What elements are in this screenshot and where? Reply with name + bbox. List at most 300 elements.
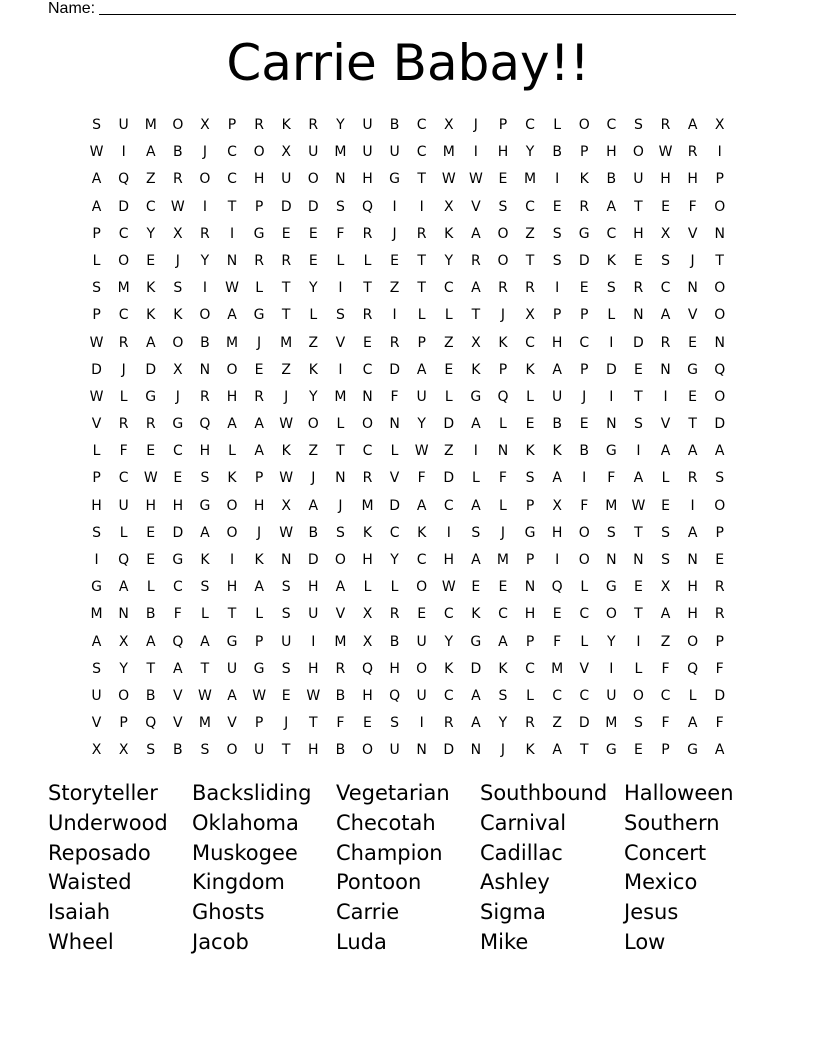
grid-letter: L xyxy=(444,307,453,324)
grid-letter: S xyxy=(471,524,481,541)
grid-letter: G xyxy=(687,361,699,378)
word-list-item: Kingdom xyxy=(192,870,285,895)
grid-letter: A xyxy=(91,633,102,650)
grid-letter: U xyxy=(281,633,292,650)
grid-letter: H xyxy=(226,579,238,596)
grid-letter: M xyxy=(198,715,211,732)
grid-letter: Q xyxy=(497,388,509,405)
word-list-item: Checotah xyxy=(336,810,436,835)
grid-letter: T xyxy=(634,198,643,215)
grid-letter: N xyxy=(335,171,346,188)
grid-letter: B xyxy=(552,416,562,433)
word-list-item: Concert xyxy=(624,840,707,865)
name-field xyxy=(48,0,748,20)
grid-letter: Y xyxy=(444,252,454,269)
grid-letter: E xyxy=(552,606,562,623)
grid-letter: F xyxy=(715,660,724,677)
grid-letter: D xyxy=(443,742,455,759)
grid-letter: J xyxy=(473,117,478,133)
grid-letter: I xyxy=(94,552,99,568)
grid-letter: N xyxy=(470,742,482,759)
grid-letter: O xyxy=(714,307,726,324)
grid-letter: H xyxy=(497,144,509,161)
grid-letter: K xyxy=(552,443,562,460)
word-list-item: Low xyxy=(624,929,666,954)
grid-letter: J xyxy=(500,742,506,759)
grid-letter: W xyxy=(198,687,212,704)
grid-letter: B xyxy=(308,524,319,541)
grid-letter: L xyxy=(444,388,453,405)
grid-letter: P xyxy=(119,715,128,732)
grid-letter: P xyxy=(417,334,426,351)
grid-letter: R xyxy=(281,252,292,269)
grid-letter: X xyxy=(173,225,183,242)
grid-letter: A xyxy=(145,633,156,650)
grid-letter: E xyxy=(281,687,291,704)
grid-letter: K xyxy=(606,252,616,269)
grid-letter: S xyxy=(390,715,400,732)
grid-letter: P xyxy=(254,470,264,487)
grid-letter: O xyxy=(416,660,428,677)
grid-letter: X xyxy=(281,144,291,161)
grid-letter: X xyxy=(200,117,210,133)
grid-letter: Z xyxy=(308,443,319,460)
grid-letter: J xyxy=(175,388,180,405)
grid-letter: X xyxy=(525,307,535,324)
grid-letter: O xyxy=(632,687,644,704)
word-list-item: Sigma xyxy=(480,900,546,925)
grid-letter: C xyxy=(525,334,535,351)
grid-letter: E xyxy=(661,198,670,215)
grid-letter: Y xyxy=(146,225,156,242)
grid-letter: N xyxy=(226,252,238,269)
grid-letter: E xyxy=(363,715,372,732)
grid-letter: N xyxy=(714,334,725,351)
name-label: Name: xyxy=(48,0,96,17)
grid-letter: U xyxy=(281,171,292,188)
grid-letter: E xyxy=(281,225,291,242)
grid-letter: K xyxy=(444,225,454,242)
grid-letter: G xyxy=(524,524,536,541)
grid-letter: S xyxy=(335,307,345,324)
grid-letter: W xyxy=(143,470,158,487)
grid-letter: X xyxy=(118,633,129,650)
word-list-item: Southern xyxy=(624,810,720,835)
grid-letter: V xyxy=(335,334,346,351)
word-list-item: Vegetarian xyxy=(336,781,450,805)
grid-letter: A xyxy=(471,280,481,297)
grid-letter: X xyxy=(281,497,291,514)
grid-letter: D xyxy=(280,198,292,215)
grid-letter: W xyxy=(89,334,104,351)
grid-letter: A xyxy=(91,171,102,188)
grid-letter: E xyxy=(173,470,183,487)
grid-letter: R xyxy=(200,225,210,242)
grid-letter: F xyxy=(336,715,345,732)
grid-letter: S xyxy=(281,579,291,596)
word-list-item: Halloween xyxy=(624,781,734,805)
word-list-item: Carnival xyxy=(480,810,567,835)
grid-letter: H xyxy=(524,606,536,623)
grid-letter: H xyxy=(253,171,265,188)
grid-letter: A xyxy=(227,416,237,433)
grid-letter: N xyxy=(362,388,373,405)
grid-letter: A xyxy=(227,307,237,324)
grid-letter: N xyxy=(280,552,292,568)
grid-letter: V xyxy=(91,416,102,433)
grid-letter: R xyxy=(579,198,590,215)
grid-letter: A xyxy=(471,225,481,242)
grid-letter: A xyxy=(660,443,671,460)
grid-letter: H xyxy=(199,443,211,460)
grid-letter: D xyxy=(307,552,319,568)
grid-letter: U xyxy=(389,144,400,161)
grid-letter: W xyxy=(170,198,185,215)
grid-letter: S xyxy=(525,470,535,487)
grid-letter: L xyxy=(228,443,236,460)
grid-letter: H xyxy=(308,742,319,759)
grid-letter: A xyxy=(552,361,562,378)
grid-letter: R xyxy=(335,660,346,677)
grid-letter: A xyxy=(118,579,129,596)
grid-letter: R xyxy=(525,715,535,732)
grid-letter: S xyxy=(200,742,210,759)
grid-letter: P xyxy=(552,307,562,324)
grid-letter: L xyxy=(336,252,345,269)
grid-letter: M xyxy=(442,144,455,161)
grid-letter: M xyxy=(496,552,509,568)
grid-letter: W xyxy=(441,171,456,188)
grid-letter: C xyxy=(227,144,237,161)
grid-letter: C xyxy=(579,687,590,704)
grid-letter: Z xyxy=(145,171,156,188)
grid-letter: M xyxy=(361,497,374,514)
grid-letter: U xyxy=(416,687,427,704)
grid-letter: L xyxy=(661,470,670,487)
grid-letter: M xyxy=(280,334,293,351)
grid-letter: P xyxy=(525,633,535,650)
grid-letter: W xyxy=(468,171,483,188)
grid-letter: A xyxy=(471,687,481,704)
grid-letter: L xyxy=(526,687,534,704)
grid-letter: G xyxy=(605,579,617,596)
grid-letter: X xyxy=(362,633,373,650)
grid-letter: E xyxy=(688,388,698,405)
grid-letter: X xyxy=(714,117,725,133)
grid-letter: Z xyxy=(660,633,671,650)
word-list-item: Ashley xyxy=(480,870,550,895)
grid-letter: K xyxy=(525,443,535,460)
grid-letter: M xyxy=(334,144,347,161)
grid-letter: W xyxy=(279,470,294,487)
grid-letter: A xyxy=(254,579,264,596)
grid-letter: L xyxy=(580,579,589,596)
grid-letter: J xyxy=(284,715,289,732)
letter-grid xyxy=(83,112,733,765)
grid-letter: D xyxy=(605,361,617,378)
grid-letter: C xyxy=(443,497,454,514)
grid-letter: A xyxy=(660,606,671,623)
word-list-item: Isaiah xyxy=(48,900,111,925)
grid-letter: R xyxy=(145,416,156,433)
word-list-item: Luda xyxy=(336,929,387,954)
grid-letter: R xyxy=(687,470,698,487)
grid-letter: Y xyxy=(525,144,535,161)
grid-letter: E xyxy=(471,579,481,596)
grid-letter: D xyxy=(578,715,590,732)
word-list-item: Jesus xyxy=(624,900,679,925)
grid-letter: O xyxy=(253,144,265,161)
grid-letter: I xyxy=(229,552,235,568)
grid-letter: R xyxy=(118,416,129,433)
grid-letter: L xyxy=(499,497,507,514)
grid-letter: S xyxy=(92,117,101,133)
grid-letter: S xyxy=(498,198,508,215)
grid-letter: S xyxy=(200,579,210,596)
grid-letter: I xyxy=(473,443,478,460)
grid-letter: H xyxy=(687,171,698,188)
grid-letter: S xyxy=(552,225,562,242)
grid-letter: C xyxy=(362,443,373,460)
grid-letter: M xyxy=(334,633,347,650)
grid-letter: U xyxy=(633,171,644,188)
grid-letter: J xyxy=(257,334,262,351)
grid-letter: O xyxy=(714,280,726,297)
grid-letter: B xyxy=(145,687,156,704)
grid-letter: U xyxy=(416,633,427,650)
grid-letter: E xyxy=(498,171,508,188)
grid-letter: O xyxy=(118,252,130,269)
grid-letter: O xyxy=(226,742,238,759)
grid-letter: C xyxy=(525,660,535,677)
grid-letter: R xyxy=(660,334,671,351)
grid-letter: F xyxy=(498,470,507,487)
word-list-item: Wheel xyxy=(48,929,114,954)
grid-letter: A xyxy=(552,470,562,487)
grid-letter: L xyxy=(499,416,507,433)
grid-letter: R xyxy=(714,606,725,623)
grid-letter: J xyxy=(500,307,506,324)
grid-letter: K xyxy=(525,742,535,759)
grid-letter: C xyxy=(118,307,129,324)
grid-letter: A xyxy=(471,715,481,732)
grid-letter: E xyxy=(633,579,643,596)
grid-letter: T xyxy=(227,606,237,623)
grid-letter: H xyxy=(551,334,563,351)
grid-letter: P xyxy=(92,225,101,242)
grid-letter: W xyxy=(279,524,294,541)
word-list-item: Underwood xyxy=(48,810,168,835)
grid-letter: U xyxy=(91,687,102,704)
grid-letter: O xyxy=(172,334,184,351)
grid-letter: O xyxy=(578,552,590,568)
grid-letter: D xyxy=(172,524,184,541)
grid-letter: S xyxy=(92,280,101,297)
grid-letter: W xyxy=(414,443,429,460)
grid-letter: H xyxy=(362,552,373,568)
grid-letter: P xyxy=(525,497,535,514)
grid-letter: I xyxy=(121,144,126,161)
grid-letter: X xyxy=(362,606,373,623)
word-list-item: Mexico xyxy=(624,870,698,895)
grid-letter: X xyxy=(118,742,129,759)
grid-letter: G xyxy=(91,579,102,596)
grid-letter: Q xyxy=(551,579,563,596)
grid-letter: P xyxy=(715,633,724,650)
grid-letter: A xyxy=(145,144,156,161)
grid-letter: V xyxy=(173,687,183,704)
grid-letter: L xyxy=(363,252,372,269)
grid-letter: Y xyxy=(336,117,345,133)
grid-letter: U xyxy=(362,117,373,133)
grid-letter: E xyxy=(146,443,156,460)
grid-letter: I xyxy=(663,388,668,405)
grid-letter: P xyxy=(498,117,508,133)
grid-letter: A xyxy=(91,198,102,215)
grid-letter: G xyxy=(470,633,482,650)
grid-letter: T xyxy=(634,388,643,405)
grid-letter: K xyxy=(471,606,481,623)
grid-letter: N xyxy=(118,606,129,623)
grid-letter: B xyxy=(173,742,183,759)
grid-letter: N xyxy=(660,361,671,378)
grid-letter: I xyxy=(582,470,587,487)
grid-letter: U xyxy=(308,144,319,161)
grid-letter: I xyxy=(690,497,695,514)
grid-letter: Q xyxy=(118,171,130,188)
grid-letter: B xyxy=(552,144,562,161)
grid-letter: H xyxy=(172,497,184,514)
grid-letter: S xyxy=(200,470,210,487)
grid-letter: L xyxy=(92,443,101,460)
grid-letter: K xyxy=(525,361,535,378)
grid-letter: O xyxy=(714,388,726,405)
grid-letter: I xyxy=(555,552,560,568)
grid-letter: V xyxy=(227,715,237,732)
grid-letter: I xyxy=(717,144,722,161)
grid-letter: D xyxy=(470,660,482,677)
grid-letter: E xyxy=(579,416,589,433)
grid-letter: B xyxy=(200,334,210,351)
grid-letter: I xyxy=(419,715,424,732)
grid-letter: P xyxy=(715,524,724,541)
grid-letter: T xyxy=(471,307,481,324)
grid-letter: K xyxy=(579,171,589,188)
grid-letter: K xyxy=(254,552,264,568)
grid-letter: S xyxy=(281,606,291,623)
grid-letter: N xyxy=(633,307,644,324)
grid-letter: J xyxy=(175,252,180,269)
grid-letter: E xyxy=(444,361,454,378)
grid-letter: J xyxy=(284,388,289,405)
grid-letter: Y xyxy=(417,416,426,433)
grid-letter: R xyxy=(200,388,210,405)
grid-letter: Q xyxy=(172,633,184,650)
grid-letter: O xyxy=(687,633,699,650)
grid-letter: C xyxy=(145,198,156,215)
grid-letter: Z xyxy=(525,225,535,242)
grid-letter: X xyxy=(443,198,454,215)
grid-letter: C xyxy=(579,334,590,351)
grid-letter: H xyxy=(253,497,265,514)
page-title: Carrie Babay!! xyxy=(226,34,590,92)
grid-letter: E xyxy=(688,334,698,351)
grid-letter: U xyxy=(416,388,427,405)
grid-letter: G xyxy=(687,742,699,759)
grid-letter: S xyxy=(92,660,101,677)
grid-letter: F xyxy=(173,606,182,623)
grid-letter: Q xyxy=(714,361,726,378)
grid-letter: X xyxy=(660,579,671,596)
grid-letter: E xyxy=(146,252,156,269)
grid-letter: H xyxy=(633,225,644,242)
grid-letter: O xyxy=(497,225,509,242)
grid-letter: I xyxy=(555,280,560,297)
word-list-item: Muskogee xyxy=(192,840,298,865)
grid-letter: D xyxy=(714,687,726,704)
grid-letter: E xyxy=(308,252,318,269)
grid-letter: F xyxy=(336,225,345,242)
grid-letter: M xyxy=(144,117,157,133)
grid-letter: A xyxy=(471,552,481,568)
grid-letter: A xyxy=(254,416,264,433)
grid-letter: A xyxy=(687,117,698,133)
grid-letter: V xyxy=(660,416,671,433)
grid-letter: F xyxy=(390,388,399,405)
grid-letter: D xyxy=(633,334,644,351)
grid-letter: E xyxy=(308,225,318,242)
grid-letter: E xyxy=(254,361,264,378)
grid-letter: O xyxy=(334,552,346,568)
grid-letter: P xyxy=(661,742,670,759)
grid-letter: D xyxy=(578,252,590,269)
grid-letter: P xyxy=(580,307,589,324)
grid-letter: Z xyxy=(389,280,400,297)
grid-letter: L xyxy=(634,660,643,677)
grid-letter: R xyxy=(416,225,427,242)
grid-letter: G xyxy=(389,171,400,188)
grid-letter: I xyxy=(338,361,343,378)
grid-letter: M xyxy=(90,606,103,623)
grid-letter: C xyxy=(443,606,454,623)
grid-letter: E xyxy=(363,334,372,351)
grid-letter: O xyxy=(307,171,319,188)
grid-letter: C xyxy=(416,144,427,161)
grid-letter: G xyxy=(253,225,265,242)
grid-letter: L xyxy=(688,687,697,704)
grid-letter: Q xyxy=(687,660,699,677)
grid-letter: C xyxy=(660,687,671,704)
grid-letter: I xyxy=(609,334,614,351)
word-list-item: Backsliding xyxy=(192,781,312,805)
grid-letter: T xyxy=(281,742,291,759)
grid-letter: I xyxy=(392,198,397,215)
grid-letter: H xyxy=(91,497,102,514)
word-list-item: Mike xyxy=(480,929,529,954)
grid-letter: A xyxy=(687,715,698,732)
grid-letter: L xyxy=(201,606,209,623)
grid-letter: U xyxy=(253,742,265,759)
grid-letter: T xyxy=(281,280,291,297)
grid-letter: A xyxy=(200,633,210,650)
grid-letter: J xyxy=(392,225,397,242)
grid-letter: S xyxy=(335,524,345,541)
grid-letter: W xyxy=(631,497,646,514)
grid-letter: Z xyxy=(281,361,291,378)
grid-letter: G xyxy=(578,225,590,242)
grid-letter: I xyxy=(555,171,560,188)
grid-letter: I xyxy=(473,144,478,161)
